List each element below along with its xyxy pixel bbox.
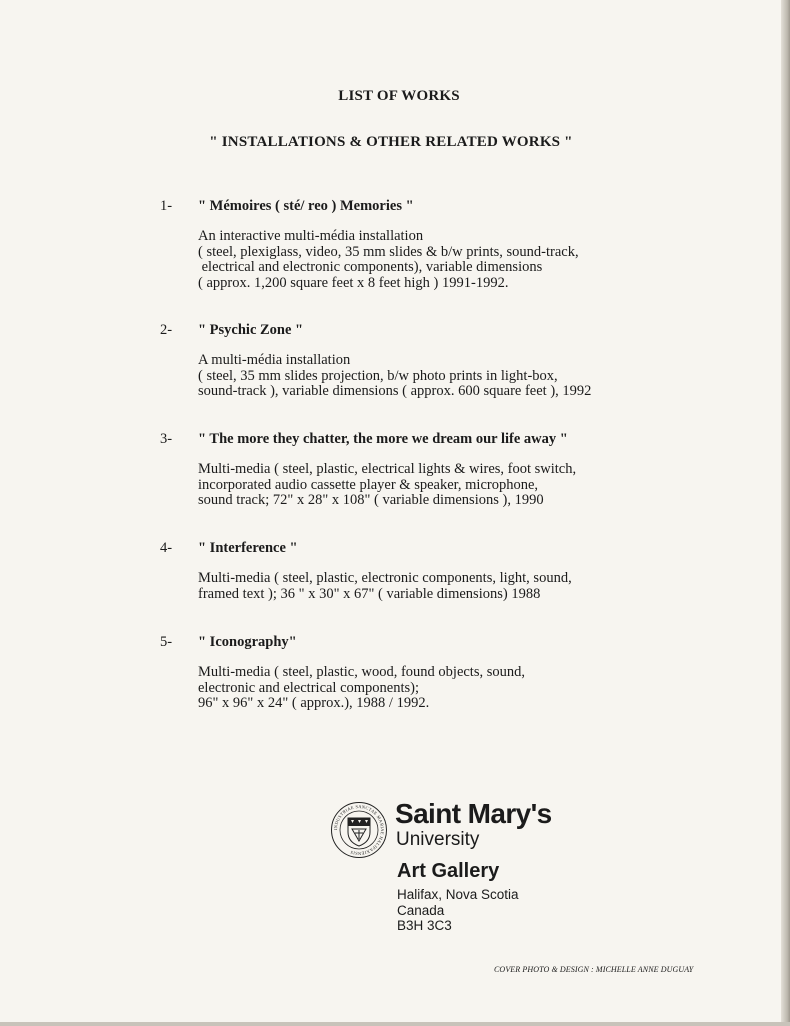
gallery-name: Art Gallery (397, 860, 500, 882)
work-title: " Psychic Zone " (198, 322, 304, 338)
work-number: 3- (160, 431, 173, 447)
work-description: Multi-media ( steel, plastic, electrical lights & wires, foot switch, incorporated audio cassette player & speaker, microphone, sound track; 72" x 28" x 108" ( variable dimensions ), 1990 (198, 461, 577, 509)
work-title: " Iconography" (198, 634, 297, 650)
page-bottom-edge (0, 1022, 790, 1026)
work-description: Multi-media ( steel, plastic, wood, found objects, sound, electronic and electrical components); 96" x 96" x 24" ( approx.), 1988 / 1992. (198, 664, 526, 712)
university-crest-icon (330, 801, 388, 859)
work-title: " The more they chatter, the more we dream our life away " (198, 431, 568, 447)
work-title: " Mémoires ( sté/ reo ) Memories " (198, 198, 414, 214)
address-line: B3H 3C3 (397, 918, 452, 934)
work-number: 4- (160, 540, 173, 556)
document-heading: LIST OF WORKS (338, 88, 460, 104)
gallery-address (397, 887, 519, 934)
university-name: Saint Mary's (395, 798, 552, 829)
work-description: A multi-média installation ( steel, 35 mm slides projection, b/w photo prints in light-box, sound-track ), variable dimensions ( approx. 600 square feet ), 1992 (198, 352, 592, 400)
work-description: An interactive multi-média installation ( steel, plexiglass, video, 35 mm slides & b/w prints, sound-track, electrical and electronic components), variable dimensions ( approx. 1,200 square feet x 8 feet high ) 1991-1992. (198, 228, 579, 291)
work-number: 2- (160, 322, 173, 338)
work-title: " Interference " (198, 540, 298, 556)
university-subtitle: University (396, 829, 480, 850)
document-subheading: " INSTALLATIONS & OTHER RELATED WORKS " (209, 134, 573, 150)
seal-text: INDUSTRIAE SANCTAE MARIAE HALIFAXIENSIS (332, 803, 386, 857)
work-number: 5- (160, 634, 173, 650)
address-line: Canada (397, 902, 445, 918)
work-number: 1- (160, 198, 173, 214)
page-edge (781, 0, 790, 1026)
work-description: Multi-media ( steel, plastic, electronic components, light, sound, framed text ); 36 " x 30" x 67" ( variable dimensions) 1988 (198, 570, 572, 602)
university-logo (330, 797, 590, 947)
address-line: Halifax, Nova Scotia (397, 887, 519, 902)
cover-credit: COVER PHOTO & DESIGN : MICHELLE ANNE DUGUAY (494, 965, 694, 974)
